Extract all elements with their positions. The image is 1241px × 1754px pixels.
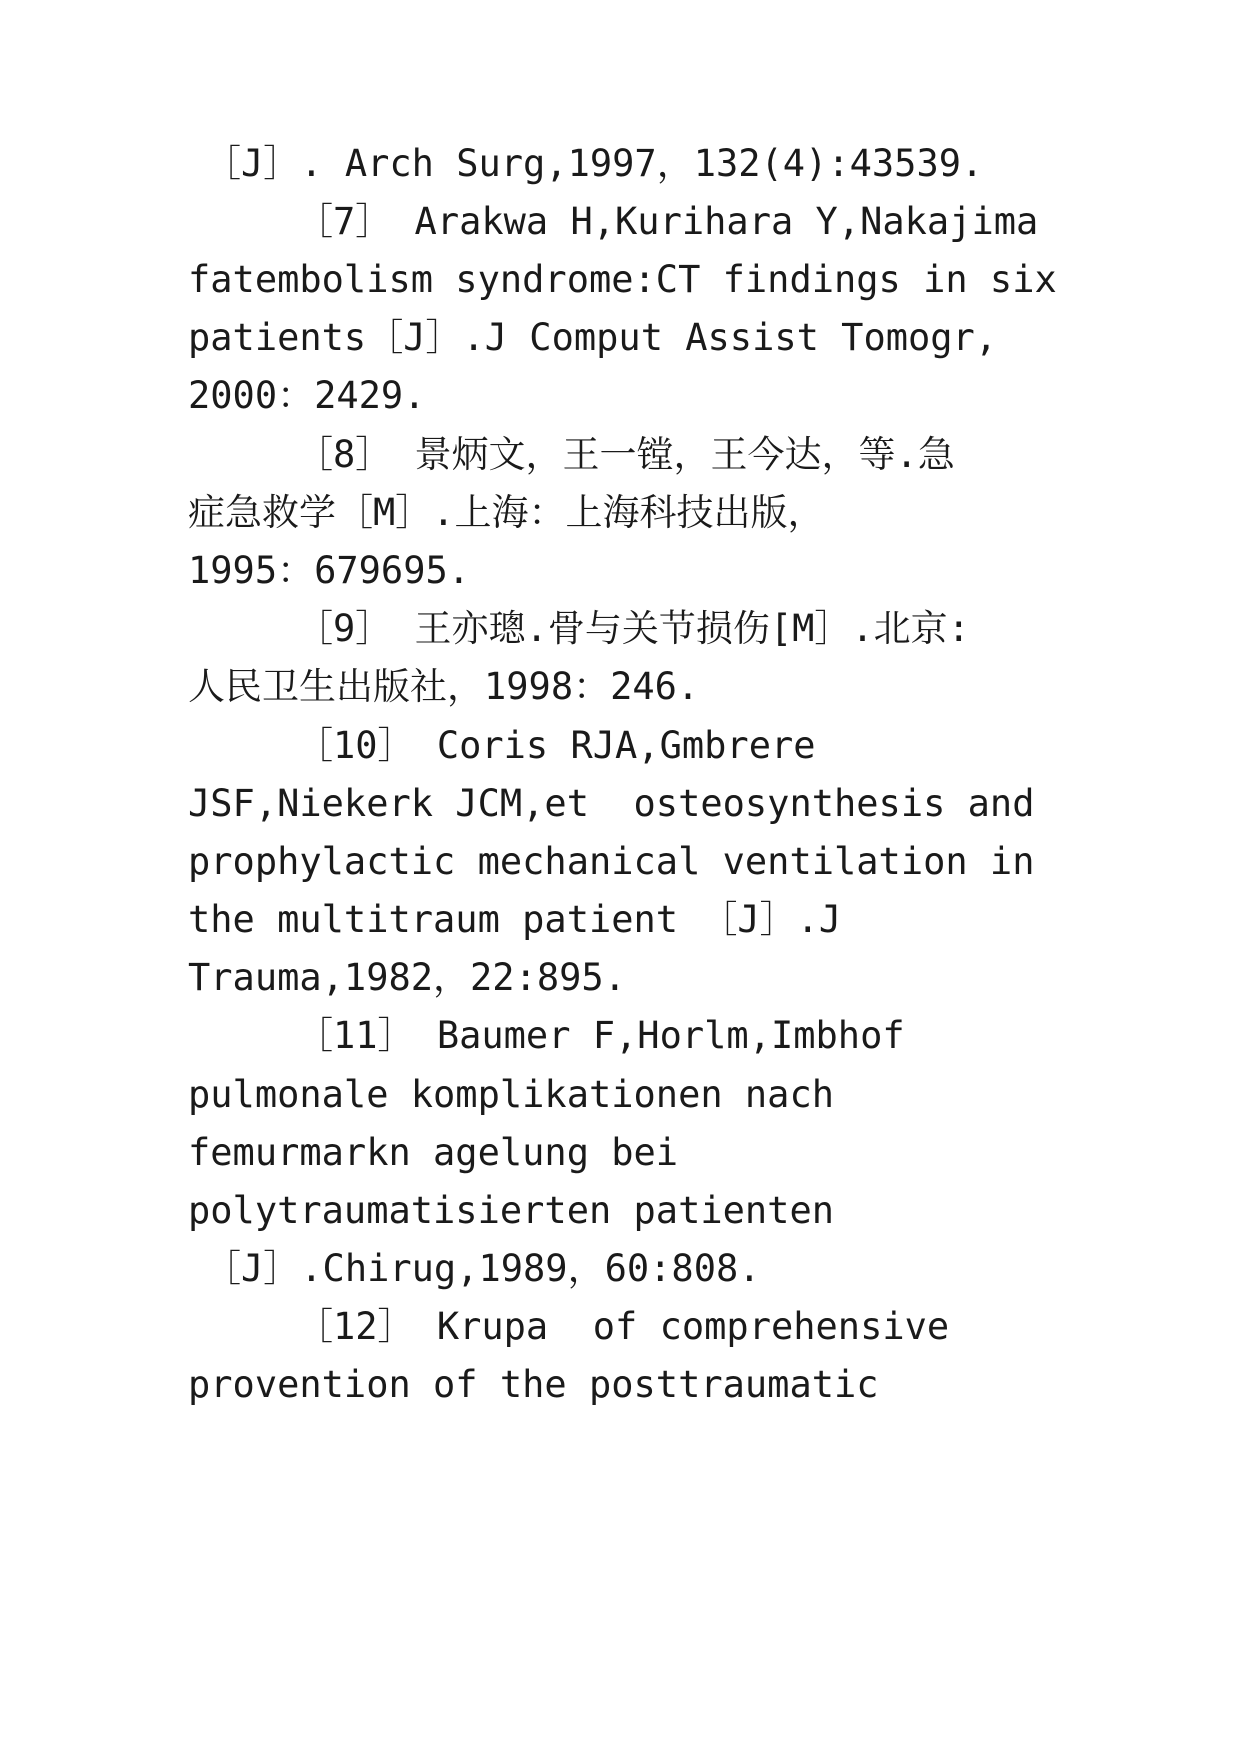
reference-line: ［J］. Arch Surg,1997，132(4):43539.	[204, 142, 984, 185]
reference-line: 人民卫生出版社，1998：246.	[188, 665, 700, 708]
reference-line: polytraumatisierten patienten	[188, 1189, 835, 1232]
reference-line: femurmarkn agelung bei	[188, 1131, 679, 1174]
reference-12-start: ［12］ Krupa of comprehensive	[296, 1305, 950, 1348]
reference-line: Trauma,1982，22:895.	[188, 956, 626, 999]
reference-10-start: ［10］ Coris RJA,Gmbrere	[296, 724, 816, 767]
reference-line: ［J］.Chirug,1989，60:808.	[204, 1247, 761, 1290]
reference-line: pulmonale komplikationen nach	[188, 1073, 835, 1116]
reference-line: 症急救学［M］.上海：上海科技出版，	[188, 491, 825, 534]
reference-line: JSF,Niekerk JCM,et osteosynthesis and	[188, 782, 1035, 825]
reference-line: the multitraum patient ［J］.J	[188, 898, 842, 941]
reference-line: prophylactic mechanical ventilation in	[188, 840, 1035, 883]
reference-line: fatembolism syndrome:CT findings in six	[188, 258, 1057, 301]
reference-7-start: ［7］ Arakwa H,Kurihara Y,Nakajima	[296, 200, 1039, 243]
reference-9-start: ［9］ 王亦璁.骨与关节损伤[M］.北京:	[296, 607, 970, 650]
reference-line: 2000：2429.	[188, 374, 426, 417]
reference-line: provention of the posttraumatic	[188, 1363, 879, 1406]
reference-line: 1995：679695.	[188, 549, 471, 592]
reference-8-start: ［8］ 景炳文，王一镗，王今达，等.急	[296, 433, 955, 476]
reference-line: patients［J］.J Comput Assist Tomogr,	[188, 316, 998, 359]
reference-11-start: ［11］ Baumer F,Horlm,Imbhof	[296, 1014, 905, 1057]
